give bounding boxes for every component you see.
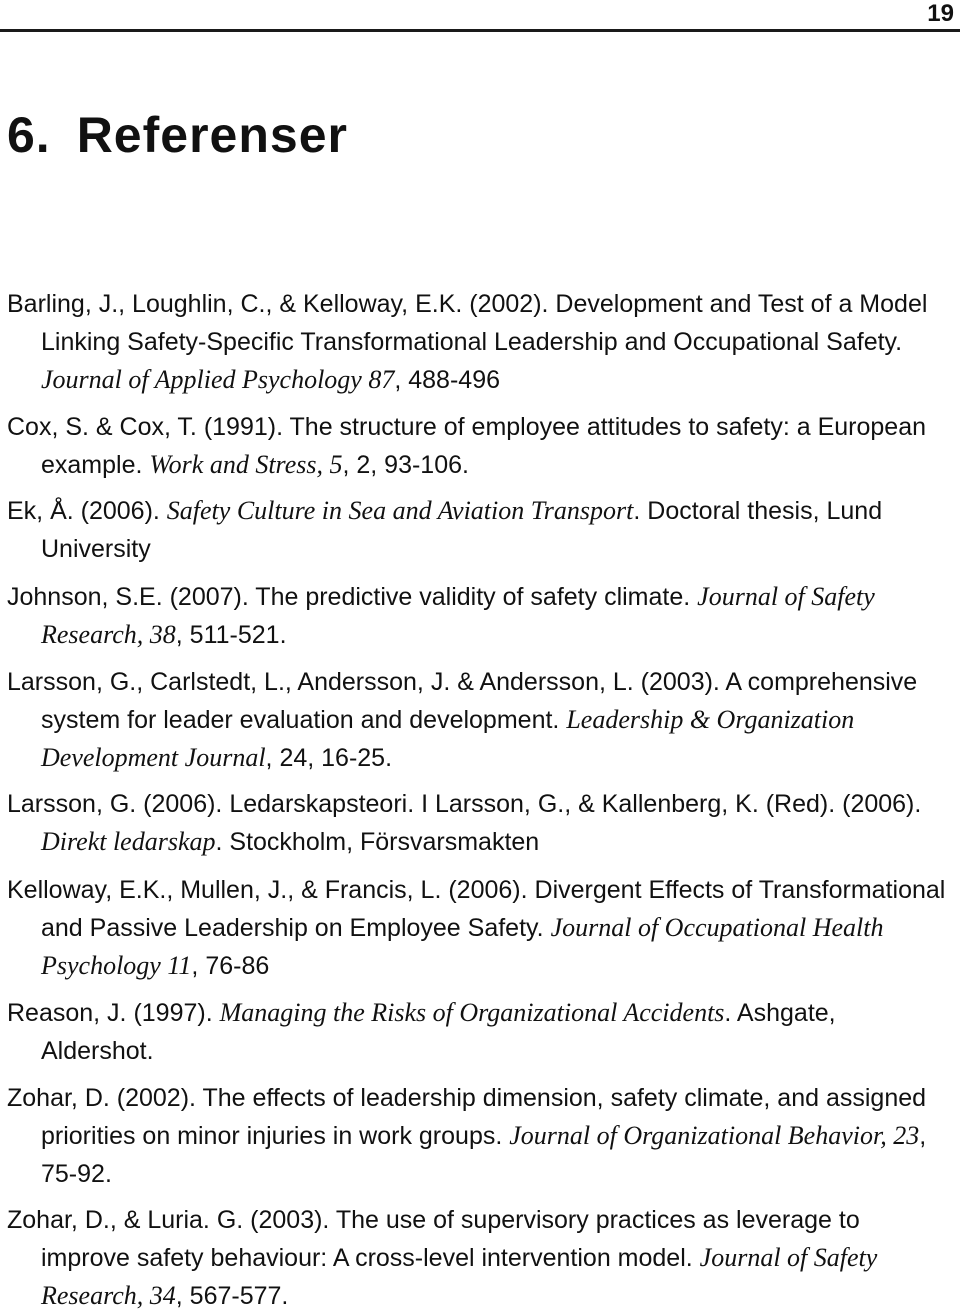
reference-text: Reason, J. (1997).	[7, 999, 220, 1027]
reference-text: Zohar, D., & Luria. G. (2003). The use of supervisory practices as leverage to improve safety behaviour: A cross-level intervention model.	[7, 1206, 860, 1272]
reference-details: , 24, 16-25.	[265, 744, 393, 772]
reference-source: Leadership & Organization Development Journal	[41, 705, 855, 772]
reference-text: Zohar, D. (2002). The effects of leadership dimension, safety climate, and assigned priorities on minor injuries in work groups.	[7, 1084, 927, 1150]
reference-ek-2006	[7, 492, 952, 568]
reference-source: Safety Culture in Sea and Aviation Transport	[166, 496, 634, 525]
reference-source: Work and Stress, 5	[149, 450, 343, 479]
reference-text: Kelloway, E.K., Mullen, J., & Francis, L. (2006). Divergent Effects of Transformational and Passive Leadership on Employee Safety.	[7, 876, 946, 942]
section-title: Referenser	[76, 107, 348, 163]
reference-source: Journal of Occupational Health Psychology 11	[41, 913, 884, 980]
reference-text: Barling, J., Loughlin, C., & Kelloway, E.K. (2002). Development and Test of a Model Linking Safety-Specific Transformational Leadership and Occupational Safety.	[7, 290, 928, 356]
section-number: 6.	[7, 107, 51, 163]
reference-details: , 511-521.	[175, 621, 287, 649]
reference-details: , 76-86	[191, 952, 270, 980]
reference-larsson-2006	[7, 785, 952, 861]
reference-source: Journal of Applied Psychology 87	[41, 365, 395, 394]
reference-reason-1997	[7, 994, 952, 1070]
reference-details: , 75-92.	[41, 1122, 927, 1188]
reference-larsson-2003	[7, 663, 952, 777]
reference-text: Johnson, S.E. (2007). The predictive validity of safety climate.	[7, 583, 698, 611]
reference-zohar-2002	[7, 1079, 952, 1193]
reference-details: , 488-496	[394, 366, 500, 394]
reference-zohar-luria-2003	[7, 1201, 952, 1315]
reference-details: , 567-577.	[175, 1282, 289, 1310]
reference-details: , 2, 93-106.	[342, 451, 469, 479]
reference-text: Larsson, G. (2006). Ledarskapsteori. I Larsson, G., & Kallenberg, K. (Red). (2006).	[7, 790, 922, 818]
reference-barling-2002	[7, 285, 952, 399]
reference-details: . Stockholm, Försvarsmakten	[215, 828, 540, 856]
header-rule	[0, 29, 960, 32]
reference-details: . Ashgate, Aldershot.	[41, 999, 836, 1065]
reference-text: Cox, S. & Cox, T. (1991). The structure of employee attitudes to safety: a European example.	[7, 413, 927, 479]
reference-johnson-2007	[7, 578, 952, 654]
reference-source: Journal of Safety Research, 34	[41, 1243, 878, 1310]
section-heading	[7, 104, 348, 166]
reference-text: Ek, Å. (2006).	[7, 497, 167, 525]
reference-cox-1991	[7, 408, 952, 484]
page-number: 19	[927, 0, 954, 27]
reference-kelloway-2006	[7, 871, 952, 985]
reference-source: Journal of Organizational Behavior, 23	[509, 1121, 920, 1150]
reference-source: Journal of Safety Research, 38	[41, 582, 875, 649]
reference-source: Direkt ledarskap	[41, 827, 216, 856]
reference-details: . Doctoral thesis, Lund University	[41, 497, 883, 563]
reference-text: Larsson, G., Carlstedt, L., Andersson, J. & Andersson, L. (2003). A comprehensive system for leader evaluation and development.	[7, 668, 918, 734]
reference-source: Managing the Risks of Organizational Accidents	[219, 998, 725, 1027]
